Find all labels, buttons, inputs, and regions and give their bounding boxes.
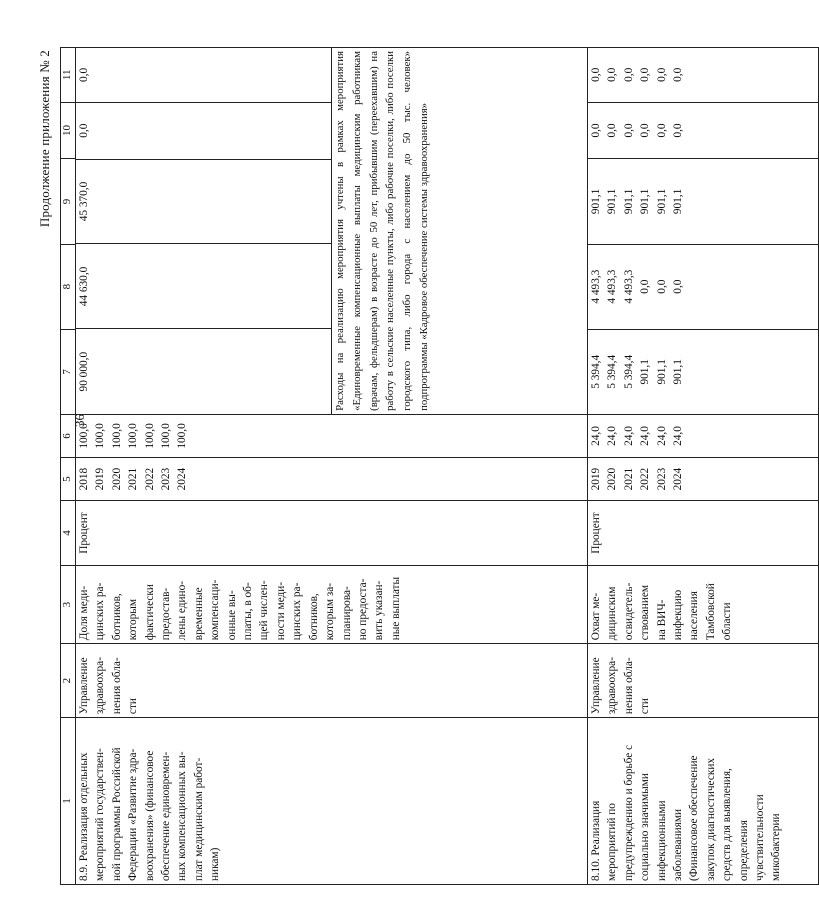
percent-value: 100,0 [176, 423, 189, 449]
funding-local: 0,0 [76, 102, 332, 159]
percent-value: 24,0 [590, 426, 602, 446]
measure-name: 8.10. Реализация мероприятий по предупреждению и борьбе с социально значимыми инфекционными заболеваниями (Финансовое обеспечение закупок диагностических средств для выявления, определения чувствительности микобактерии [588, 718, 819, 885]
year: 2023 [160, 467, 173, 491]
executor: Управление здравоохра- нения обла- сти [588, 644, 819, 718]
funding-other: 0,0 [672, 67, 685, 82]
percent-value: 24,0 [672, 426, 685, 446]
merged-funding-cell [76, 48, 588, 415]
funding-total: 901,1 [655, 359, 668, 385]
percent-value: 24,0 [622, 426, 635, 446]
year: 2019 [590, 467, 602, 491]
funding-regional: 901,1 [590, 188, 602, 215]
funding-federal-cell [588, 244, 819, 329]
funding-other-cell [588, 48, 819, 103]
year: 2019 [94, 467, 107, 491]
unit: Процент [588, 501, 819, 566]
percent-value: 24,0 [606, 426, 619, 446]
appendix-continuation-title: Продолжение приложения № 2 [37, 50, 52, 228]
year: 2020 [110, 467, 123, 491]
funding-total: 901,1 [672, 359, 685, 385]
percent-value: 100,0 [110, 423, 123, 449]
percent-value: 100,0 [143, 423, 156, 449]
funding-regional: 901,1 [655, 188, 668, 215]
year: 2018 [78, 467, 90, 491]
funding-other: 0,0 [590, 67, 602, 82]
funding-other: 0,0 [606, 67, 619, 82]
column-number: 3 [61, 565, 76, 643]
year: 2021 [622, 467, 635, 491]
column-number-row [61, 48, 76, 885]
percent-value: 24,0 [639, 426, 652, 446]
funding-total: 5 394,4 [622, 354, 635, 389]
percent-cell [76, 414, 588, 457]
funding-federal: 44 630,0 [76, 244, 332, 329]
funding-note: Расходы на реализацию мероприятия учтены в рамках мероприятия «Единовременные компенсационные выплаты медицинским работникам (врачам, фельдшерам) в возрасте до 50 лет, прибывшим (переехавшим) на работу в сельские населенные пункты, либо рабочие поселки, либо поселки городского типа, либо города с населением до 50 тыс. человек» подпрограммы «Кадровое обеспечение системы здравоохранения» [334, 51, 430, 411]
funding-federal: 4 493,3 [622, 269, 635, 304]
funding-federal: 0,0 [672, 279, 685, 294]
year: 2024 [672, 467, 685, 491]
table-row [76, 48, 588, 885]
year: 2022 [639, 467, 652, 491]
funding-total: 901,1 [639, 359, 652, 385]
executor: Управление здравоохра- нения обла- сти [76, 644, 588, 718]
funding-regional: 901,1 [639, 188, 652, 215]
column-number: 8 [61, 244, 76, 329]
indicator: Охват ме- дицинским освидетель- ствованием на ВИЧ- инфекцию населения Тамбовской области [588, 565, 819, 643]
unit: Процент [76, 501, 588, 566]
year: 2022 [143, 467, 156, 491]
funding-total: 5 394,4 [590, 354, 602, 389]
funding-other: 0,0 [622, 67, 635, 82]
year: 2024 [176, 467, 189, 491]
years-cell [588, 458, 819, 501]
funding-regional: 901,1 [606, 188, 619, 215]
percent-value: 100,0 [94, 423, 107, 449]
funding-federal: 4 493,3 [590, 269, 602, 304]
column-number: 11 [61, 48, 76, 103]
funding-local: 0,0 [639, 123, 652, 138]
funding-other: 0,0 [655, 67, 668, 82]
funding-regional: 45 370,0 [76, 159, 332, 244]
funding-regional-cell [588, 159, 819, 244]
funding-local: 0,0 [672, 123, 685, 138]
funding-other: 0,0 [76, 48, 332, 102]
column-number: 7 [61, 329, 76, 414]
funding-federal: 0,0 [639, 279, 652, 294]
indicator: Доля меди- цинских ра- ботников, которым фактически предостав- лены едино- временные компенсаци- онные вы- платы, в об- щей числен- ности меди- цинских ра- ботников, которым за- планирова- но предоста- вить указан- ные выплаты [76, 565, 588, 643]
funding-federal: 4 493,3 [606, 269, 619, 304]
percent-value: 100,0 [78, 423, 90, 449]
year: 2020 [606, 467, 619, 491]
funding-total: 5 394,4 [606, 354, 619, 389]
funding-local-cell [588, 102, 819, 159]
column-number: 2 [61, 644, 76, 718]
page-number: 36 [72, 414, 87, 427]
funding-federal: 0,0 [655, 279, 668, 294]
percent-cell [588, 414, 819, 457]
percent-value: 100,0 [160, 423, 173, 449]
funding-local: 0,0 [655, 123, 668, 138]
program-table [60, 47, 819, 885]
funding-other: 0,0 [639, 67, 652, 82]
funding-local: 0,0 [606, 123, 619, 138]
percent-value: 100,0 [127, 423, 140, 449]
column-number: 5 [61, 458, 76, 501]
funding-regional: 901,1 [622, 188, 635, 215]
column-number: 4 [61, 501, 76, 566]
percent-value: 24,0 [655, 426, 668, 446]
measure-name: 8.9. Реализация отдельных мероприятий государствен- ной программы Российской Федерации «Развитие здра- воохранения» (финансовое обеспечение единовремен- ных компенсационных вы- плат медицинским работ- никам) [76, 718, 588, 885]
column-number: 1 [61, 718, 76, 885]
table-row [588, 48, 819, 885]
funding-total: 90 000,0 [76, 329, 332, 414]
funding-regional: 901,1 [672, 188, 685, 215]
years-cell [76, 458, 588, 501]
funding-local: 0,0 [590, 123, 602, 138]
funding-total-cell [588, 329, 819, 414]
year: 2023 [655, 467, 668, 491]
column-number: 6 [61, 414, 76, 457]
year: 2021 [127, 467, 140, 491]
funding-local: 0,0 [622, 123, 635, 138]
column-number: 9 [61, 159, 76, 244]
column-number: 10 [61, 102, 76, 159]
